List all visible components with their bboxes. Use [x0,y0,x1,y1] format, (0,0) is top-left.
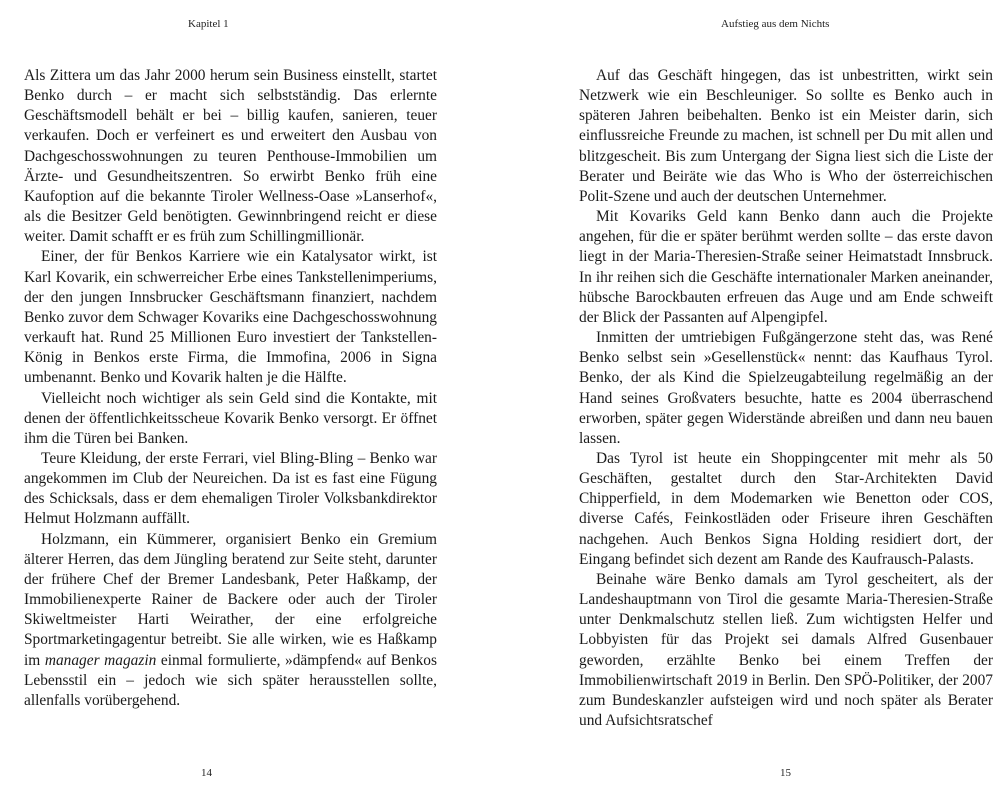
paragraph: Einer, der für Benkos Karriere wie ein Katalysator wirkt, ist Karl Kovarik, ein schwerreicher Erbe eines Tankstellenimperiums, der den jungen Innsbrucker Geschäftsmann finanziert, nachdem Benko zuvor dem Schwager Kovariks eine Dachgeschosswohnung verkauft hat. Rund 25 Millionen Euro investiert der Tankstellen-König in Benkos erste Firma, die Immofina, 2006 in Signa umbenannt. Benko und Kovarik halten je die Hälfte. [24,248,437,387]
text-span: Holzmann, ein Kümmerer, organisiert Benko ein Gremium älterer Herren, das dem Jüngling beratend zur Seite steht, darunter der frühere Chef der Bremer Landesbank, Peter Haßkamp, der Immobilienexperte Rainer de Backere oder auch der Tiroler Skiweltmeister Harti Weirather, der eine erfolgreiche Sportmarketingagentur betreibt. Sie alle wirken, wie es Haßkamp im [24,530,437,669]
paragraph: Teure Kleidung, der erste Ferrari, viel Bling-Bling – Benko war angekommen im Club der Neureichen. Da ist es fast eine Fügung des Schicksals, dass er dem ehemaligen Tiroler Volksbankdirektor Helmut Holzmann auffällt. [24,449,437,528]
paragraph: Als Zittera um das Jahr 2000 herum sein Business einstellt, startet Benko durch – er macht sich selbstständig. Das erlernte Geschäftsmodell behält er bei – billig kaufen, sanieren, teuer verkaufen. Doch er verfeinert es und erweitert den Ausbau von Dachgeschosswohnungen zu teuren Penthouse-Immobilien um Ärzte- und Gesundheitszentren. So erwirbt Benko früh eine Kaufoption auf die bekannte Tiroler Wellness-Oase »Lanserhof«, als die Besitzer Geld benötigten. Gewinnbringend reicht er diese weiter. Damit schafft er es früh zum Schillingmillionär. [24,67,437,246]
paragraph: Inmitten der umtriebigen Fußgängerzone steht das, was René Benko selbst sein »Gesellenstück« nennt: das Kaufhaus Tyrol. Benko, der als Kind die Spielzeugabteilung regelmäßig an der Hand seines Großvaters besuchte, hatte es 2004 überraschend erworben, später gegen Widerstände abreißen und dann neu bauen lassen. [579,329,993,447]
running-header-left: Kapitel 1 [188,18,229,30]
right-page [500,0,1000,800]
paragraph-with-italic [24,530,437,711]
magazine-title: manager magazin [44,651,157,669]
page-number-right: 15 [780,767,791,779]
paragraph: Beinahe wäre Benko damals am Tyrol gescheitert, als der Landeshauptmann von Tirol die gesamte Maria-Theresien-Straße unter Denkmalschutz stellen ließ. Zum wichtigsten Helfer und Lobbyisten für das Projekt sei damals Alfred Gusenbauer geworden, erzählte Benko bei einem Treffen der Immobilienwirtschaft 2019 in Berlin. Den SPÖ-Politiker, der 2007 zum Bundeskanzler aufsteigen wird und noch später als Berater und Aufsichtsratschef [579,570,993,729]
paragraph: Auf das Geschäft hingegen, das ist unbestritten, wirkt sein Netzwerk wie ein Beschleuniger. So sollte es Benko auch in späteren Jahren beibehalten. Benko ist ein Meister darin, sich einflussreiche Freunde zu machen, ist schnell per Du mit allen und blitzgescheit. Bis zum Untergang der Signa liest sich die Liste der Berater und Beiräte wie das Who is Who der österreichischen Polit-Szene und auch der deutschen Unternehmer. [579,67,993,205]
paragraph: Das Tyrol ist heute ein Shoppingcenter mit mehr als 50 Geschäften, gestaltet durch den Star-Architekten David Chipperfield, in dem Modemarken wie Benetton oder COS, diverse Cafés, Feinkostläden oder Friseure ihren Geschäften nachgehen. Auch Benkos Signa Holding residiert dort, der Eingang befindet sich dezent am Rande des Kaufrausch-Palasts. [579,449,993,568]
page-number-left: 14 [201,767,212,779]
right-page-body [579,66,993,731]
paragraph: Vielleicht noch wichtiger als sein Geld sind die Kontakte, mit denen der öffentlichkeitsscheue Kovarik Benko versorgt. Er öffnet ihm die Türen bei Banken. [24,389,437,447]
running-header-right: Aufstieg aus dem Nichts [721,18,830,30]
text-span: einmal formulierte, »dämpfend« auf Benkos Lebensstil ein – jedoch wie sich später herausstellen sollte, allenfalls vorübergehend. [24,651,437,709]
paragraph: Mit Kovariks Geld kann Benko dann auch die Projekte angehen, für die er später berühmt werden sollte – das erste davon liegt in der Maria-Theresien-Straße seiner Heimatstadt Innsbruck. In ihr reihen sich die Geschäfte internationaler Marken aneinander, hübsche Barockbauten erfreuen das Auge und am Ende schweift der Blick der Passanten auf Alpengipfel. [579,208,993,326]
left-page-body [24,66,437,711]
